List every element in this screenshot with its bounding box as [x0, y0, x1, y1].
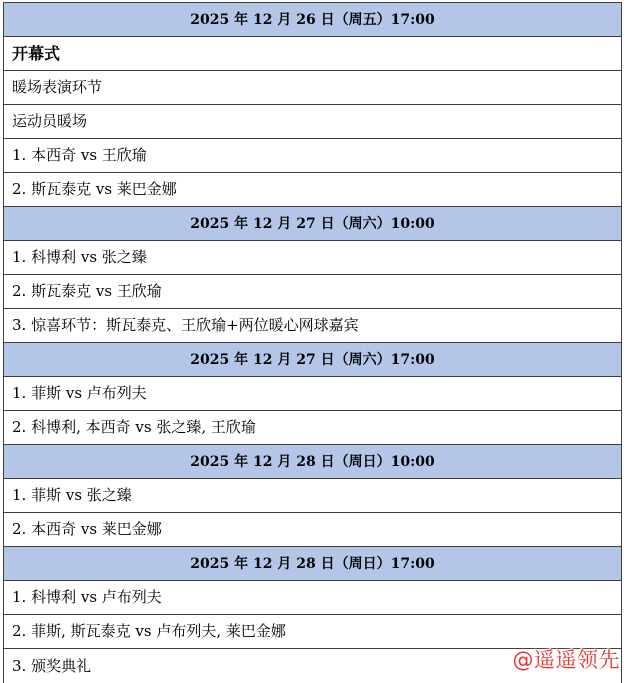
program-item: 3. 惊喜环节：斯瓦泰克、王欣瑜+两位暖心网球嘉宾 [4, 309, 621, 343]
session-header: 2025 年 12 月 26 日（周五）17:00 [4, 3, 621, 37]
match-row: 1. 菲斯 vs 卢布列夫 [4, 377, 621, 411]
match-row: 2. 科博利, 本西奇 vs 张之臻, 王欣瑜 [4, 411, 621, 445]
schedule-table [3, 2, 622, 683]
session-header: 2025 年 12 月 28 日（周日）10:00 [4, 445, 621, 479]
session-header: 2025 年 12 月 27 日（周六）17:00 [4, 343, 621, 377]
watermark-text: @遥遥领先 [512, 648, 620, 672]
program-item-opening-ceremony: 开幕式 [4, 37, 621, 71]
match-row: 1. 本西奇 vs 王欣瑜 [4, 139, 621, 173]
program-item-award-ceremony: 3. 颁奖典礼 [12, 656, 92, 675]
match-row: 1. 菲斯 vs 张之臻 [4, 479, 621, 513]
match-row: 2. 菲斯, 斯瓦泰克 vs 卢布列夫, 莱巴金娜 [4, 615, 621, 649]
match-row: 2. 本西奇 vs 莱巴金娜 [4, 513, 621, 547]
program-item: 运动员暖场 [4, 105, 621, 139]
match-row: 1. 科博利 vs 张之臻 [4, 241, 621, 275]
session-header: 2025 年 12 月 27 日（周六）10:00 [4, 207, 621, 241]
match-row: 2. 斯瓦泰克 vs 王欣瑜 [4, 275, 621, 309]
session-header: 2025 年 12 月 28 日（周日）17:00 [4, 547, 621, 581]
program-item: 暖场表演环节 [4, 71, 621, 105]
match-row: 1. 科博利 vs 卢布列夫 [4, 581, 621, 615]
match-row: 2. 斯瓦泰克 vs 莱巴金娜 [4, 173, 621, 207]
